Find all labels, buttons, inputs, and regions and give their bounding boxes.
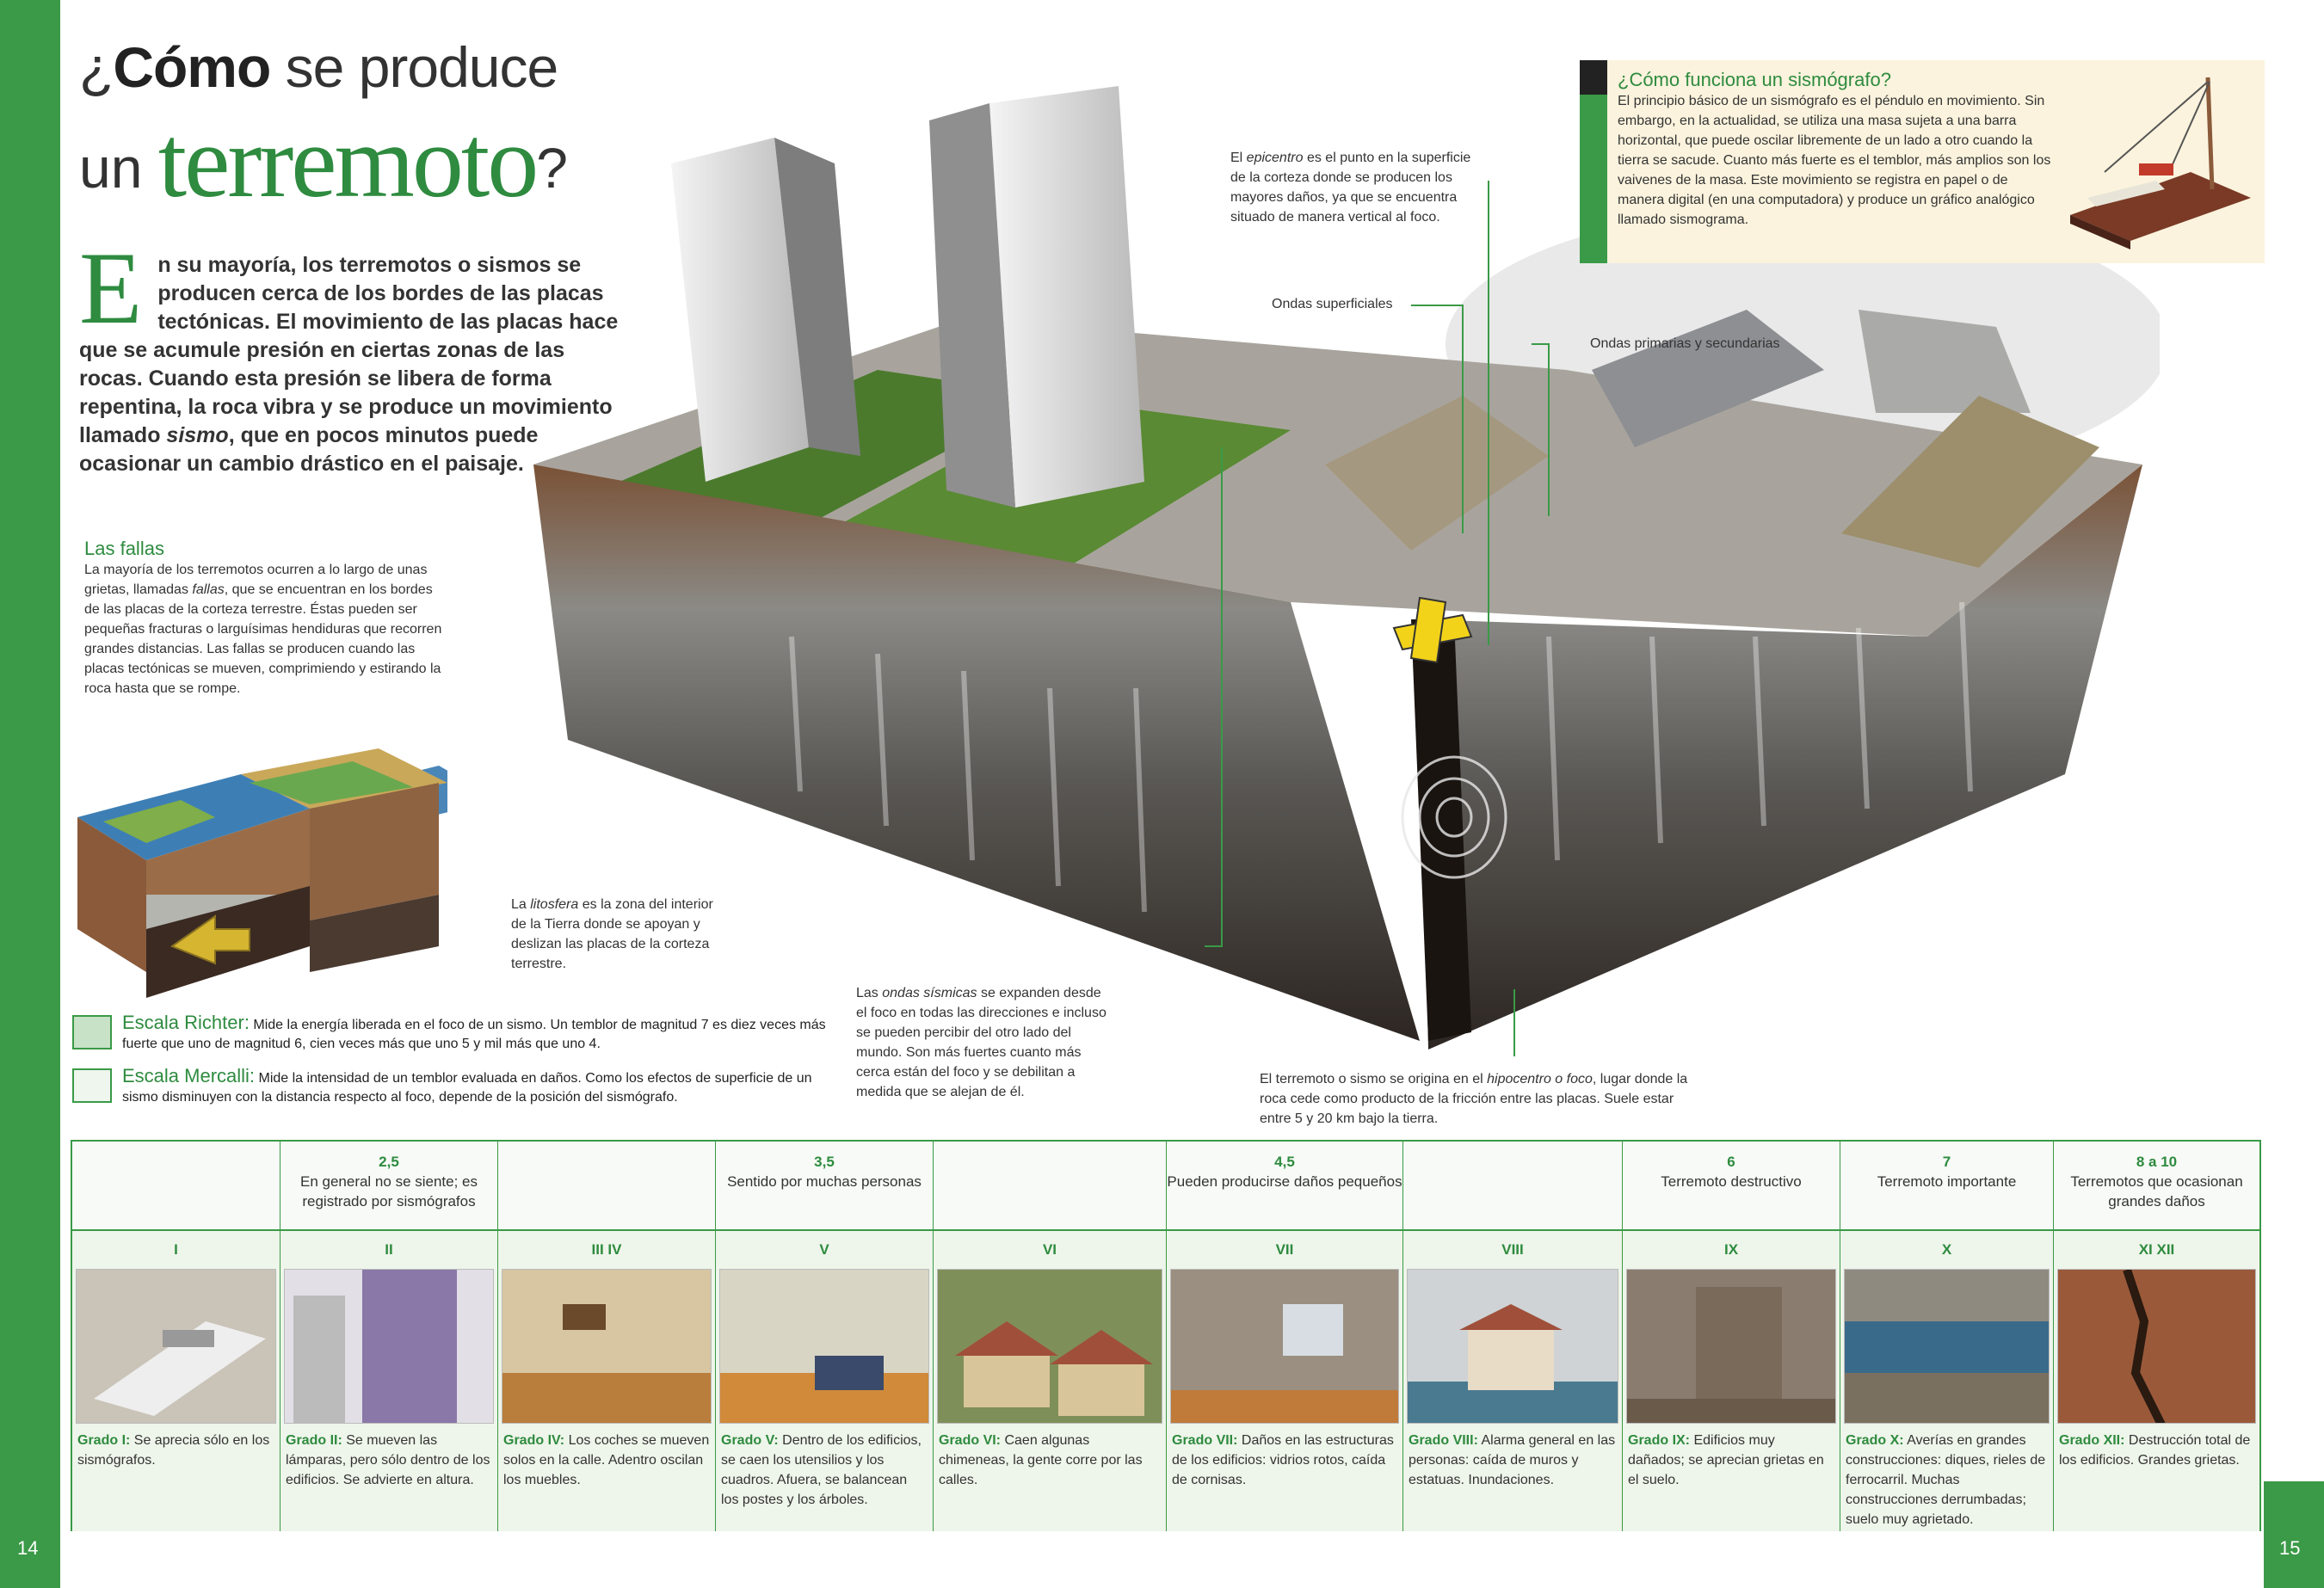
grade-9-image [1626,1269,1836,1424]
grade-7-image [1170,1269,1399,1424]
magnitude-cell [1403,1142,1623,1229]
grade-10-image [1844,1269,2050,1424]
magnitude-cell: 8 a 10 Terremotos que ocasionan grandes daños [2070,1154,2243,1209]
magnitude-cell [72,1142,280,1229]
intensity-table [71,1140,2261,1531]
grade-column: IX Grado IX: Edificios muy dañados; se aprecian grietas en el suelo. [1623,1231,1840,1531]
page-title-line1: ¿Cómo se produce [79,35,558,99]
faults-text: La mayoría de los terremotos ocurren a lo largo de unas grietas, llamadas fallas, que se encuentran en los bordes de las placas de la corteza terrestre. Éstas pueden ser pequeñas fracturas o larguísimas hendiduras que recorren grandes distancias. Las fallas se producen cuando las placas tectónicas se mueven, comprimiendo y estirando la roca hasta que se rompe. [84,563,442,696]
faults-title: Las fallas [84,538,164,559]
hypocenter-label: El terremoto o sismo se origina en el hipocentro o foco, lugar donde la roca cede como producto de la fricción entre las placas. Suele estar entre 5 y 20 km bajo la tierra. [1260,1072,1688,1126]
seismograph-text: El principio básico de un sismógrafo es el péndulo en movimiento. Sin embargo, en la actualidad, se utiliza una masa sujeta a una barra horizontal, que puede oscilar libremente de un lado a otro cuando la tierra se sacude. Cuanto más fuerte es el temblor, más amplios son los vaivenes de la masa. Este movimiento se registra en papel o de manera digital (en una computadora) y produce un gráfico analógico llamado sismograma. [1618,94,2051,227]
grade-column: XI XII Grado XII: Destrucción total de los edificios. Grandes grietas. [2054,1231,2259,1531]
seismograph-box [1580,60,2265,263]
seismograph-title: ¿Cómo funciona un sismógrafo? [1618,69,1891,90]
right-page-bar [2264,1481,2324,1588]
magnitude-cell [498,1142,716,1229]
epicenter-label: El epicentro es el punto en la superficie de la corteza donde se producen los mayores daños, ya que se encuentra situado de manera vertical al foco. [1230,151,1471,225]
magnitude-cell: 6 Terremoto destructivo [1623,1142,1840,1229]
page-title-line2: un terremoto? [79,104,568,219]
magnitude-cell: 2,5 En general no se siente; es registrado por sismógrafos [280,1142,498,1229]
grade-column: III IV Grado IV: Los coches se mueven solos en la calle. Adentro oscilan los muebles. [498,1231,716,1531]
lithosphere-label: La litosfera es la zona del interior de la Tierra donde se apoyan y deslizan las placas de la corteza terrestre. [511,897,713,971]
grade-5-image [719,1269,929,1424]
grade-column: I Grado I: Se aprecia sólo en los sismógrafos. [72,1231,280,1531]
primary-waves-label: Ondas primarias y secundarias [1590,336,1780,351]
page-number-right: 15 [2279,1537,2301,1559]
grade-6-image [937,1269,1162,1424]
grade-column: VIII Grado VIII: Alarma general en las personas: caída de muros y estatuas. Inundaciones. [1403,1231,1623,1531]
grade-column: X Grado X: Averías en grandes construcciones: diques, rieles de ferrocarril. Muchas construcciones derrumbadas; suelo muy agrietado. [1840,1231,2054,1531]
faults-section [84,538,446,699]
grade-8-image [1407,1269,1618,1424]
richter-scale-row: Escala Richter: Mide la energía liberada en el foco de un sismo. Un temblor de magnitud 7 es diez veces más fuerte que uno de magnitud 6, cien veces más que uno 5 y mil más que uno 4. [72,1013,829,1054]
magnitude-cell: 7 Terremoto importante [1840,1142,2054,1229]
surface-waves-label: Ondas superficiales [1272,297,1393,311]
seismic-waves-label: Las ondas sísmicas se expanden desde el foco en todas las direcciones e incluso se pueden percibir del otro lado del mundo. Son más fuertes cuanto más cerca están del foco y se debilitan a medida que se alejan de él. [856,986,1107,1099]
seismograph-illustration [2062,69,2259,249]
fault-block-illustration [69,748,447,1006]
grade-column: II Grado II: Se mueven las lámparas, pero sólo dentro de los edificios. Se advierte en altura. [280,1231,498,1531]
mercalli-swatch [72,1068,112,1103]
magnitude-cell: 4,5 Pueden producirse daños pequeños [1167,1142,1403,1229]
intro-paragraph: En su mayoría, los terremotos o sismos se producen cerca de los bordes de las placas tectónicas. El movimiento de las placas hace que se acumule presión en ciertas zonas de las rocas. Cuando esta presión se libera de forma repentina, la roca vibra y se produce un movimiento llamado sismo, que en pocos minutos puede ocasionar un cambio drástico en el paisaje. [79,231,619,476]
grade-4-image [502,1269,712,1424]
left-page-bar [0,0,60,1588]
grade-12-image [2057,1269,2256,1424]
grade-column: VII Grado VII: Daños en las estructuras de los edificios: vidrios rotos, caída de cornisas. [1167,1231,1403,1531]
mercalli-name: Escala Mercalli: [122,1065,256,1086]
title-highlight: terremoto [157,104,537,219]
richter-swatch [72,1015,112,1049]
grade-column: VI Grado VI: Caen algunas chimeneas, la gente corre por las calles. [934,1231,1167,1531]
richter-name: Escala Richter: [122,1012,250,1033]
grade-1-image [76,1269,276,1424]
magnitude-cell [934,1142,1167,1229]
grade-column: V Grado V: Dentro de los edificios, se caen los utensilios y los cuadros. Afuera, se balancean los postes y los árboles. [716,1231,934,1531]
grade-2-image [284,1269,494,1424]
mercalli-scale-row: Escala Mercalli: Mide la intensidad de un temblor evaluada en daños. Como los efectos de superficie de un sismo disminuyen con la distancia respecto al foco, depende de la posición del sismógrafo. [72,1067,829,1107]
page-number-left: 14 [17,1537,39,1559]
magnitude-cell: 3,5 Sentido por muchas personas [716,1142,934,1229]
drop-cap: E [79,231,143,345]
